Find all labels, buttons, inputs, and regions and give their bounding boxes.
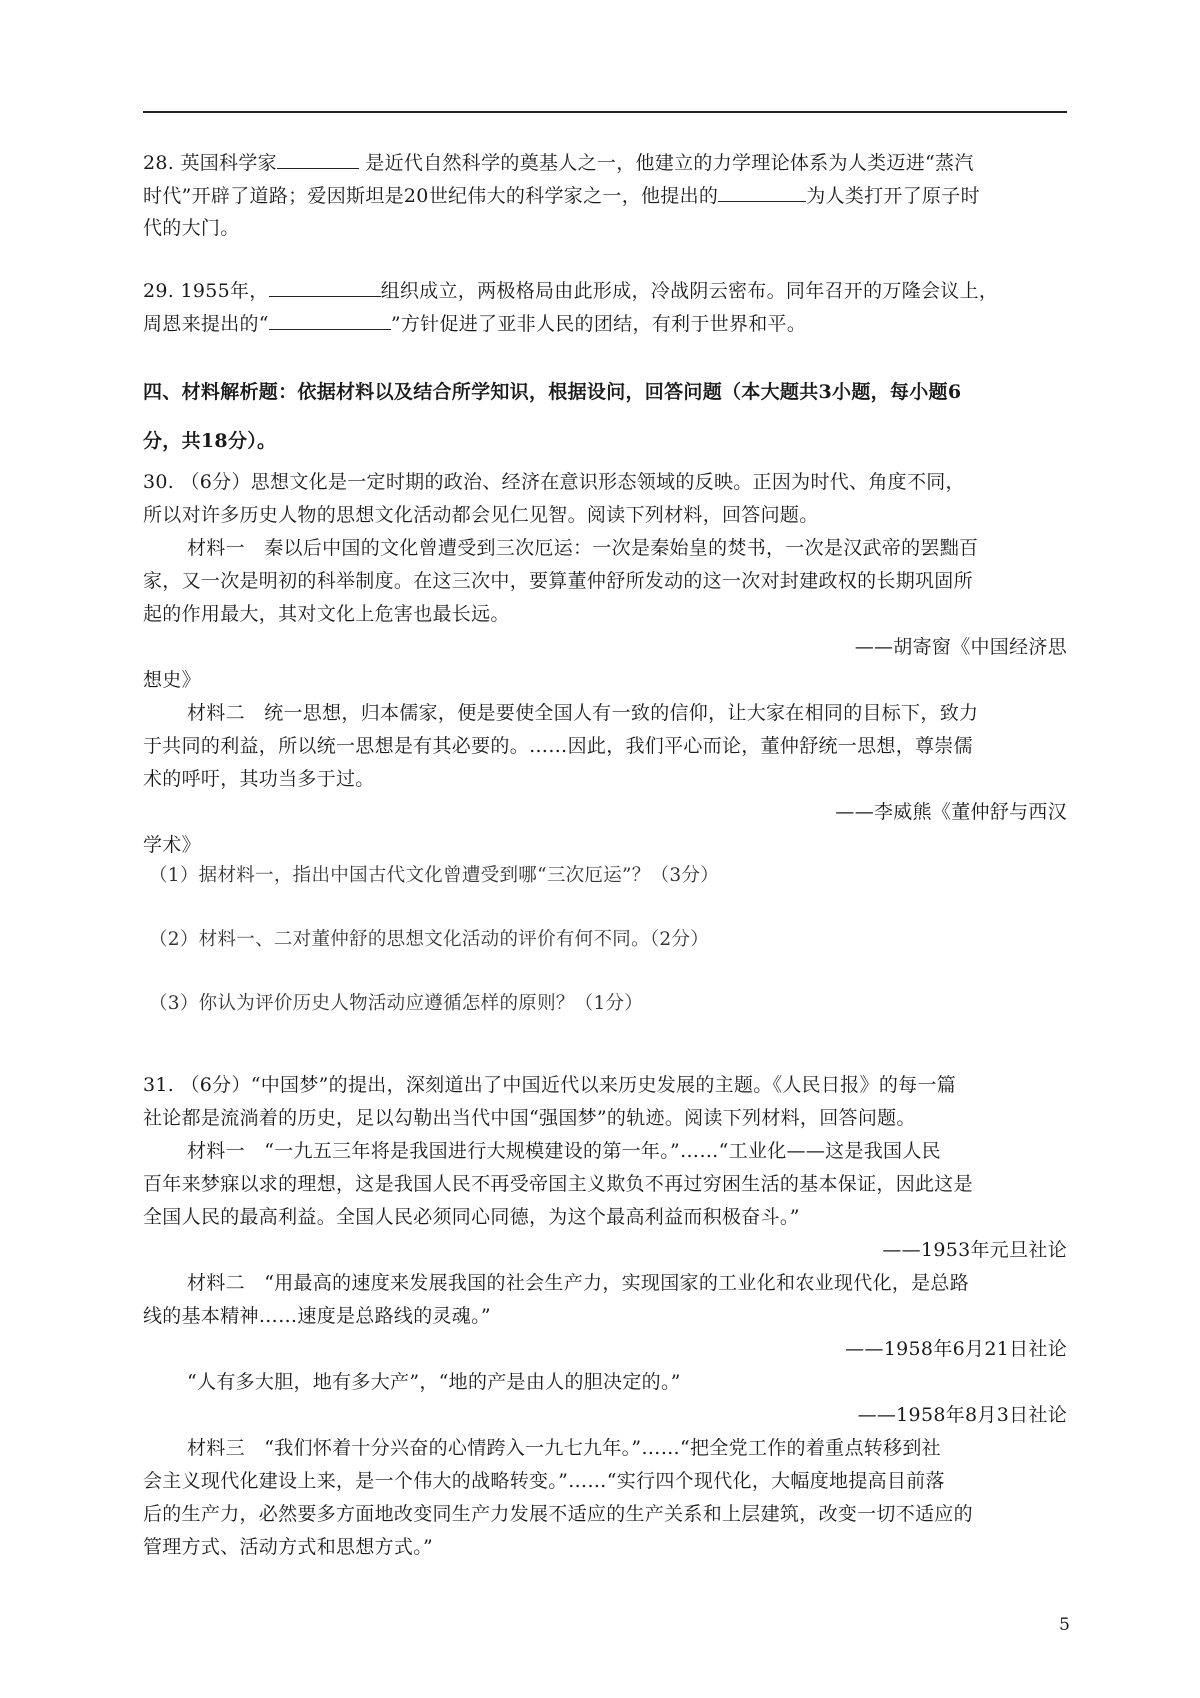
q30-material-2-source-cont: 学术》	[143, 834, 201, 856]
q30-subquestion-3: （3）你认为评价历史人物活动应遵循怎样的原则？（1分）	[149, 993, 644, 1014]
q30-material-2-source: ——李威熊《董仲舒与西汉	[835, 801, 1067, 823]
q31-line-1: 31. （6分）“中国梦”的提出，深刻道出了中国近代以来历史发展的主题。《人民日报》的每一篇	[143, 1074, 957, 1096]
q30-material-2-line-2: 于共同的利益，所以统一思想是有其必要的。……因此，我们平心而论，董仲舒统一思想，尊崇儒	[143, 735, 973, 757]
q31-material-3-line-1: 材料三 “我们怀着十分兴奋的心情跨入一九七九年。”……“把全党工作的着重点转移到社	[187, 1437, 941, 1459]
q30-subquestion-1: （1）据材料一，指出中国古代文化曾遭受到哪“三次厄运”？（3分）	[149, 865, 720, 886]
fill-blank[interactable]	[269, 311, 391, 330]
section-heading-line-2: 分，共18分）。	[143, 430, 277, 452]
q31-material-2-source-2: ——1958年8月3日社论	[857, 1404, 1067, 1426]
q29-line-1: 29. 1955年， 组织成立，两极格局由此形成，冷战阴云密布。同年召开的万隆会议上，	[143, 280, 999, 302]
q28-line-2: 时代”开辟了道路；爱因斯坦是20世纪伟大的科学家之一，他提出的 为人类打开了原子时	[143, 185, 980, 207]
q30-material-2-line-3: 术的呼吁，其功当多于过。	[143, 768, 375, 790]
q31-material-2-line-2: 线的基本精神……速度是总路线的灵魂。”	[143, 1305, 491, 1327]
q30-line-2: 所以对许多历史人物的思想文化活动都会见仁见智。阅读下列材料，回答问题。	[143, 504, 819, 526]
q31-material-2-source-1: ——1958年6月21日社论	[845, 1338, 1067, 1360]
fill-blank[interactable]	[277, 150, 359, 169]
q31-material-2-quote: “人有多大胆，地有多大产”，“地的产是由人的胆决定的。”	[187, 1371, 681, 1393]
q31-material-1-line-2: 百年来梦寐以求的理想，这是我国人民不再受帝国主义欺负不再过穷困生活的基本保证，因此这是	[143, 1173, 973, 1195]
section-heading-line-1: 四、材料解析题：依据材料以及结合所学知识，根据设问，回答问题（本大题共3小题，每小题6	[143, 381, 962, 403]
q30-line-1: 30. （6分）思想文化是一定时期的政治、经济在意识形态领域的反映。正因为时代、角度不同，	[143, 471, 965, 493]
q28-line-3: 代的大门。	[143, 217, 240, 239]
q30-material-1-line-3: 起的作用最大，其对文化上危害也最长远。	[143, 603, 510, 625]
q31-material-1-line-3: 全国人民的最高利益。全国人民必须同心同德，为这个最高利益而积极奋斗。”	[143, 1206, 800, 1228]
q30-material-1-line-1: 材料一 秦以后中国的文化曾遭受到三次厄运：一次是秦始皇的焚书，一次是汉武帝的罢黜百	[187, 537, 979, 559]
q28-line-1: 28. 英国科学家 是近代自然科学的奠基人之一，他建立的力学理论体系为人类迈进“蒸汽	[143, 152, 974, 174]
header-rule	[143, 111, 1067, 113]
q30-subquestion-2: （2）材料一、二对董仲舒的思想文化活动的评价有何不同。（2分）	[149, 929, 710, 950]
fill-blank[interactable]	[718, 183, 806, 202]
q31-material-1-source: ——1953年元旦社论	[882, 1239, 1067, 1261]
q31-material-3-line-3: 后的生产力，必然要多方面地改变同生产力发展不适应的生产关系和上层建筑，改变一切不适应的	[143, 1503, 973, 1525]
q31-material-3-line-4: 管理方式、活动方式和思想方式。”	[143, 1536, 434, 1558]
q30-material-2-line-1: 材料二 统一思想，归本儒家，便是要使全国人有一致的信仰，让大家在相同的目标下，致力	[187, 702, 979, 724]
q31-material-3-line-2: 会主义现代化建设上来，是一个伟大的战略转变。”……“实行四个现代化，大幅度地提高目前落	[143, 1470, 945, 1492]
q30-material-1-source: ——胡寄窗《中国经济思	[854, 636, 1067, 658]
q29-line-2: 周恩来提出的“ ”方针促进了亚非人民的团结，有利于世界和平。	[143, 313, 807, 335]
page-number: 5	[1059, 1615, 1070, 1635]
q31-material-1-line-1: 材料一 “一九五三年将是我国进行大规模建设的第一年。”……“工业化——这是我国人民	[187, 1140, 941, 1162]
q30-material-1-source-cont: 想史》	[143, 669, 201, 691]
q30-material-1-line-2: 家，又一次是明初的科举制度。在这三次中，要算董仲舒所发动的这一次对封建政权的长期巩固所	[143, 570, 973, 592]
q31-material-2-line-1: 材料二 “用最高的速度来发展我国的社会生产力，实现国家的工业化和农业现代化，是总路	[187, 1272, 970, 1294]
q31-line-2: 社论都是流淌着的历史，足以勾勒出当代中国“强国梦”的轨迹。阅读下列材料，回答问题。	[143, 1107, 916, 1129]
fill-blank[interactable]	[269, 278, 381, 297]
